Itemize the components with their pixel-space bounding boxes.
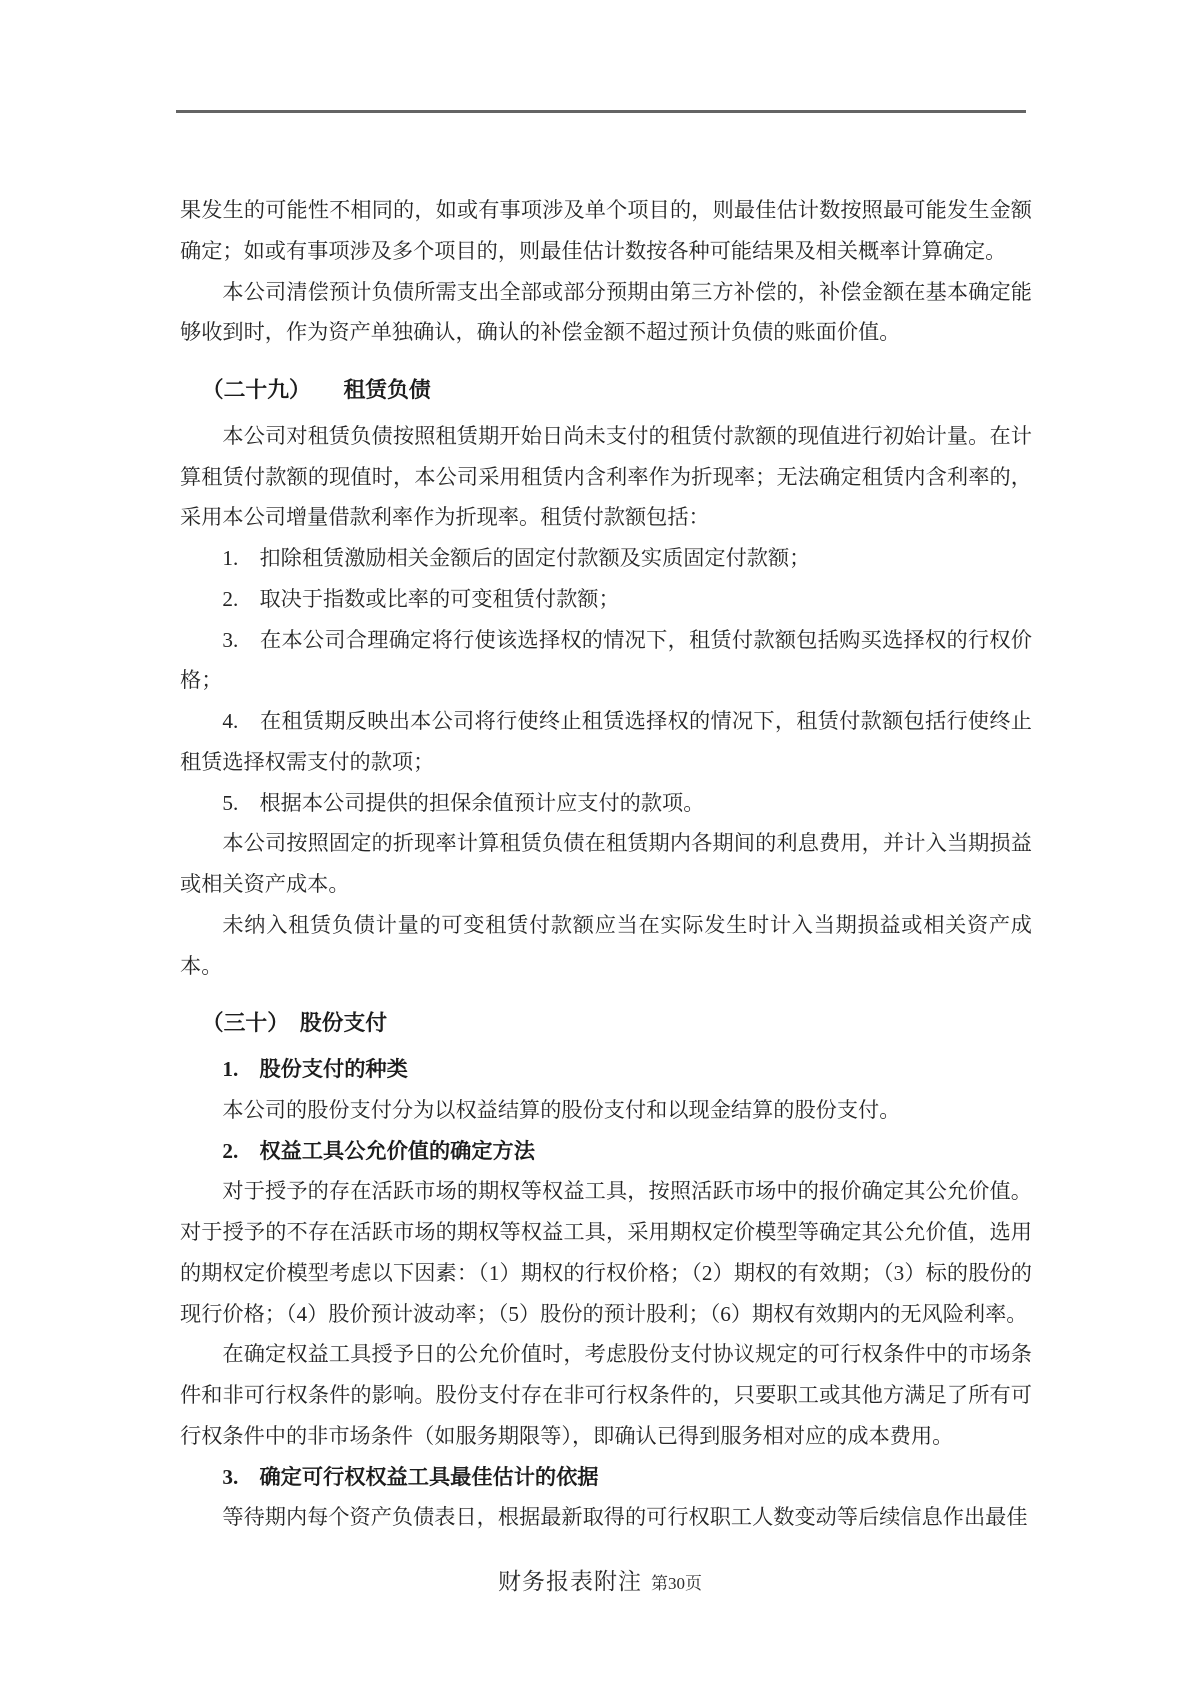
lease-payment-item: 1. 扣除租赁激励相关金额后的固定付款额及实质固定付款额； [222, 546, 811, 570]
paragraph-vesting-conditions: 在确定权益工具授予日的公允价值时，考虑股份支付协议规定的可行权条件中的市场条件和非可行权条件的影响。股份支付存在非可行权条件的，只要职工或其他方满足了所有可行权条件中的非市场条件（如服务期限等），即确认已得到服务相对应的成本费用。 [180, 1342, 1032, 1448]
paragraph-lease-interest: 本公司按照固定的折现率计算租赁负债在租赁期内各期间的利息费用，并计入当期损益或相关资产成本。 [180, 831, 1032, 896]
lease-payment-item: 5. 根据本公司提供的担保余值预计应支付的款项。 [222, 790, 705, 815]
paragraph-variable-payments: 未纳入租赁负债计量的可变租赁付款额应当在实际发生时计入当期损益或相关资产成本。 [180, 912, 1032, 978]
footer-title: 财务报表附注 [498, 1569, 642, 1594]
footer-page-number: 第30页 [651, 1574, 702, 1593]
page-footer [0, 1560, 1200, 1607]
lease-payment-item: 3. 在本公司合理确定将行使该选择权的情况下，租赁付款额包括购买选择权的行权价格； [180, 627, 1032, 693]
subheading-share-payment-types: 1. 股份支付的种类 [222, 1057, 408, 1081]
subheading-fair-value-method: 2. 权益工具公允价值的确定方法 [222, 1138, 535, 1163]
paragraph-share-payment-types: 本公司的股份支付分为以权益结算的股份支付和以现金结算的股份支付。 [222, 1097, 901, 1122]
lease-payment-item: 2. 取决于指数或比率的可变租赁付款额； [222, 586, 620, 611]
document-body [180, 190, 1032, 1538]
paragraph-reimbursement: 本公司清偿预计负债所需支出全部或部分预期由第三方补偿的，补偿金额在基本确定能够收到时，作为资产单独确认，确认的补偿金额不超过预计负债的账面价值。 [180, 279, 1032, 345]
paragraph-lease-initial-measurement: 本公司对租赁负债按照租赁期开始日尚未支付的租赁付款额的现值进行初始计量。在计算租赁付款额的现值时，本公司采用租赁内含利率作为折现率；无法确定租赁内含利率的，采用本公司增量借款利率作为折现率。租赁付款额包括： [180, 423, 1032, 530]
lease-payment-item: 4. 在租赁期反映出本公司将行使终止租赁选择权的情况下，租赁付款额包括行使终止租赁选择权需支付的款项； [180, 709, 1032, 774]
section-heading-29: （二十九） 租赁负债 [201, 378, 431, 402]
paragraph-carryover: 果发生的可能性不相同的，如或有事项涉及单个项目的，则最佳估计数按照最可能发生金额确定；如或有事项涉及多个项目的，则最佳估计数按各种可能结果及相关概率计算确定。 [180, 198, 1032, 263]
section-heading-30: （三十） 股份支付 [201, 1011, 388, 1036]
paragraph-fair-value-method: 对于授予的存在活跃市场的期权等权益工具，按照活跃市场中的报价确定其公允价值。对于授予的不存在活跃市场的期权等权益工具，采用期权定价模型等确定其公允价值，选用的期权定价模型考虑以下因素：（1）期权的行权价格；（2）期权的有效期；（3）标的股份的现行价格；（4）股价预计波动率；（5）股份的预计股利；（6）期权有效期内的无风险利率。 [180, 1179, 1032, 1326]
header-rule [176, 110, 1026, 113]
paragraph-best-estimate: 等待期内每个资产负债表日，根据最新取得的可行权职工人数变动等后续信息作出最佳 [222, 1505, 1028, 1530]
subheading-best-estimate-basis: 3. 确定可行权权益工具最佳估计的依据 [222, 1464, 599, 1489]
